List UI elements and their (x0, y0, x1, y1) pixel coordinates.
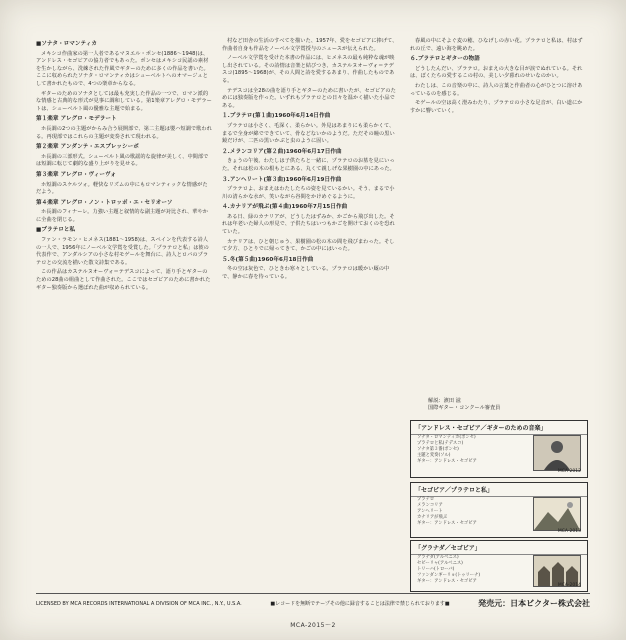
paragraph: カナリアは、ひと朝じゅう、果樹園の松の木の間を飛びまわった。そして夕方、ひとりでに帰ってきて、かごの中にはいった。 (222, 238, 395, 253)
record-title: 「アンドレス・セゴビア／ギターのための音楽」 (411, 421, 587, 435)
track: 主題と変奏(ソル) (417, 453, 451, 458)
piece-6-heading: ６.プラテロとギターの物語 (410, 56, 480, 63)
guitarist-portrait-icon (534, 436, 580, 470)
paragraph: ファン・ラモン・ヒメネス(1881〜1958)は、スペインを代表する詩人の一人で、1956年にノーベル文学賞を受賞した。「プラテロと私」は彼の代表作で、アンダルシアの小さな村モゲールを舞台に、詩人とロバのプラテロとの交流を描いた散文詩集である。 (36, 237, 209, 266)
related-record-1 (410, 420, 588, 478)
track-list (417, 435, 519, 465)
piece-1-heading: １.プラテロ(第１曲)1960年6月14日作曲 (222, 113, 331, 120)
record-title: 「グラナダ／セゴビア」 (411, 541, 587, 555)
track: グラナダ(アルベニス) (417, 555, 459, 560)
track: ファンダンギーリョ(トゥリーナ) (417, 573, 481, 578)
related-record-2 (410, 482, 588, 538)
movement-1-heading: 第１楽章 アレグロ・モデラート (36, 116, 117, 123)
track: ギター：アンドレス・セゴビア (417, 521, 477, 526)
paragraph: ある日、緑のカナリアが、どうしたはずみか、かごから飛び出した。それは年老いた婦人の形見で、子供たちはいつもかごを開けておくのを恐れていた。 (222, 213, 395, 236)
paragraph: どうしたんだい、プラテロ。おまえの大きな目が涙でぬれている。それは、ぼくたちの愛するこの村の、美しい夕暮れのせいなのかい。 (410, 65, 583, 80)
license-text: LICENSED BY MCA RECORDS INTERNATIONAL A DIVISION OF MCA INC., N.Y., U.S.A. (36, 600, 242, 607)
movement-2-heading: 第２楽章 アンダンテ・エスプレッシーボ (36, 144, 139, 151)
paragraph: きょうの午後、わたしは子供たちと一緒に、プラテロのお墓を見にいった。それは松の木の根もとにある、丸くて親しげな果樹園の中にあった。 (222, 158, 395, 172)
track: メランコリア (417, 503, 443, 508)
paragraph: ノーベル文学賞を受けた本書の作品には、ヒメネスの最も純粋な魂が映し出されている。その詩情は音楽と結びつき、カステルヌオーヴォ＝テデスコ(1895〜1968)が、その人間と詩を愛するあまり、作曲したものである。 (222, 55, 395, 84)
commentary-credit (428, 398, 500, 412)
paragraph: 春風の中にそよぐ麦の穂、ひなげしの赤い花。プラテロと私は、村はずれの丘で、遠い海を眺めた。 (410, 38, 583, 52)
paragraph: ホ長調のフィナーレ。力強い主題と叙情的な副主題が対比され、華やかに全曲を閉じる。 (36, 209, 208, 223)
column-2 (222, 38, 398, 284)
paragraph: ホ短調のスケルツォ。軽快なリズムの中にもロマンティックな情感がただよう。 (36, 181, 208, 196)
credit-author: 解説：濱田 滋 (428, 398, 461, 404)
track: ソナタ第３番(ポンセ) (417, 447, 459, 452)
record-title: 「セゴビア／プラテロと私」 (411, 483, 587, 497)
alhambra-cover-icon (534, 556, 580, 586)
paragraph: ホ長調の2つの主題がからみ合う展開部で、第二主題は嬰ハ短調で歌われる。再現部ではこれらの主題が変奏されて現われる。 (36, 125, 212, 140)
paragraph: プラテロは小さく、毛深く、柔らかい。外見はあまりにも柔らかくて、まるで全身が綿でできていて、骨などないかのようだ。ただその瞳の黒い鏡だけが、二匹の黒いかぶと虫のように固い。 (222, 122, 395, 145)
paragraph: プラテロよ、おまえはわたしたちの姿を見ているかい。そう、まるで小川の清らかな水が、笑いながら谷間をかけめぐるように。 (222, 186, 395, 200)
track: アンヘリート (417, 509, 443, 514)
paragraph: この作品はカステルヌオーヴォ＝テデスコによって、語り手とギターのための28曲の組曲として作曲された。ここではセゴビアのために書かれたギター独奏版から選ばれた曲が収められている。 (36, 269, 211, 291)
paragraph: モゲールの空は高く澄みわたり、プラテロの小さな足音が、白い道にかすかに響いていく。 (410, 100, 583, 114)
copy-warning: ■レコードを無断でテープその他に録音することは法律で禁じられております■ (270, 601, 450, 607)
track: プラテロ (417, 497, 435, 502)
heading-platero: ■プラテロと私 (36, 227, 76, 234)
column-1 (36, 38, 212, 294)
publisher-name: 発売元：日本ビクター株式会社 (478, 599, 590, 608)
track: プラテロと私(テデスコ) (417, 441, 464, 446)
track: ソナタ・ロマンティカ(ポンセ) (417, 435, 476, 440)
landscape-cover-icon (534, 498, 580, 530)
paragraph: 冬の空は灰色で、ひときわ寒々としている。プラテロは暖かい厩の中で、静かに春を待っている。 (222, 266, 390, 281)
track: トリーハ(トローバ) (417, 567, 455, 572)
track: カナリアが飛ぶ (417, 515, 448, 520)
column-3 (410, 38, 586, 117)
record-code: MCA-2013 (557, 529, 581, 534)
track: ギター：アンドレス・セゴビア (417, 579, 477, 584)
paragraph: ギターのためのソナタとしては最も充実した作品の一つで、ロマン派的な情感と古典的な形式が見事に調和している。第1楽章アレグロ・モデラートは、シューベルト風の優雅な主題で始まる。 (36, 90, 212, 112)
movement-3-heading: 第３楽章 アレグロ・ヴィーヴォ (36, 171, 117, 178)
catalog-number: MCA-2015〜2 (290, 622, 336, 629)
paragraph: わたしは、この音楽の中に、詩人の言葉と作曲者の心がひとつに溶けあっているのを感じる。 (410, 82, 583, 97)
related-record-3 (410, 540, 588, 592)
track-list (417, 497, 519, 527)
record-cover-image (533, 435, 581, 471)
record-cover-image (533, 497, 581, 531)
piece-4-heading: ４.カナリアが飛ぶ(第４曲)1960年7月15日作曲 (222, 204, 348, 211)
movement-4-heading: 第４楽章 アレグロ・ノン・トロッポ・エ・セリオーソ (36, 199, 173, 206)
piece-5-heading: ５.冬(第５曲)1960年6月18日作曲 (222, 256, 314, 263)
credit-role: 国際ギター・コンクール審査員 (428, 405, 501, 411)
record-code: MCA-2014 (557, 583, 581, 588)
piece-2-heading: ２.メランコリア(第２曲)1960年6月17日作曲 (222, 148, 342, 155)
track: セビーリャ(アルベニス) (417, 561, 463, 566)
paragraph: ホ長調の三部形式。シューベルト風の歌謡的な旋律が美しく、中間部では短調に転じて劇的な盛り上がりを見せる。 (36, 153, 209, 168)
paragraph: メキシコ作曲家の第一人者であるマヌエル・ポンセ(1886〜1948)は、アンドレス・セゴビアの協力者でもあった。ポンセはメキシコ民謡の素材を生かしながら、洗練された作風でギターのために多くの作品を書いた。ここに収められたソナタ・ロマンティカはシューベルトへのオマージュとして書かれたもので、4つの楽章からなる。 (36, 50, 209, 87)
heading-sonata-romantica: ■ソナタ・ロマンティカ (36, 41, 98, 47)
piece-3-heading: ３.アンヘリート(第３曲)1960年6月19日作曲 (222, 176, 342, 183)
track: ギター：アンドレス・セゴビア (417, 459, 477, 464)
paragraph: 村など田舎の生活のすべてを描いた、1957年、愛をセゴビアに捧げて、作曲者自身も作品をノーベル文学賞授与のニュースが伝えられた。 (222, 38, 398, 52)
page-footer (36, 593, 590, 609)
paragraph: テデスコは全28の曲を語り手とギターのために書いたが、セゴビアのためには独奏版を作った。いずれもプラテロとの日々を温かく描いた小品である。 (222, 87, 396, 109)
record-code: MCA-2012 (557, 469, 581, 474)
track-list (417, 555, 519, 585)
